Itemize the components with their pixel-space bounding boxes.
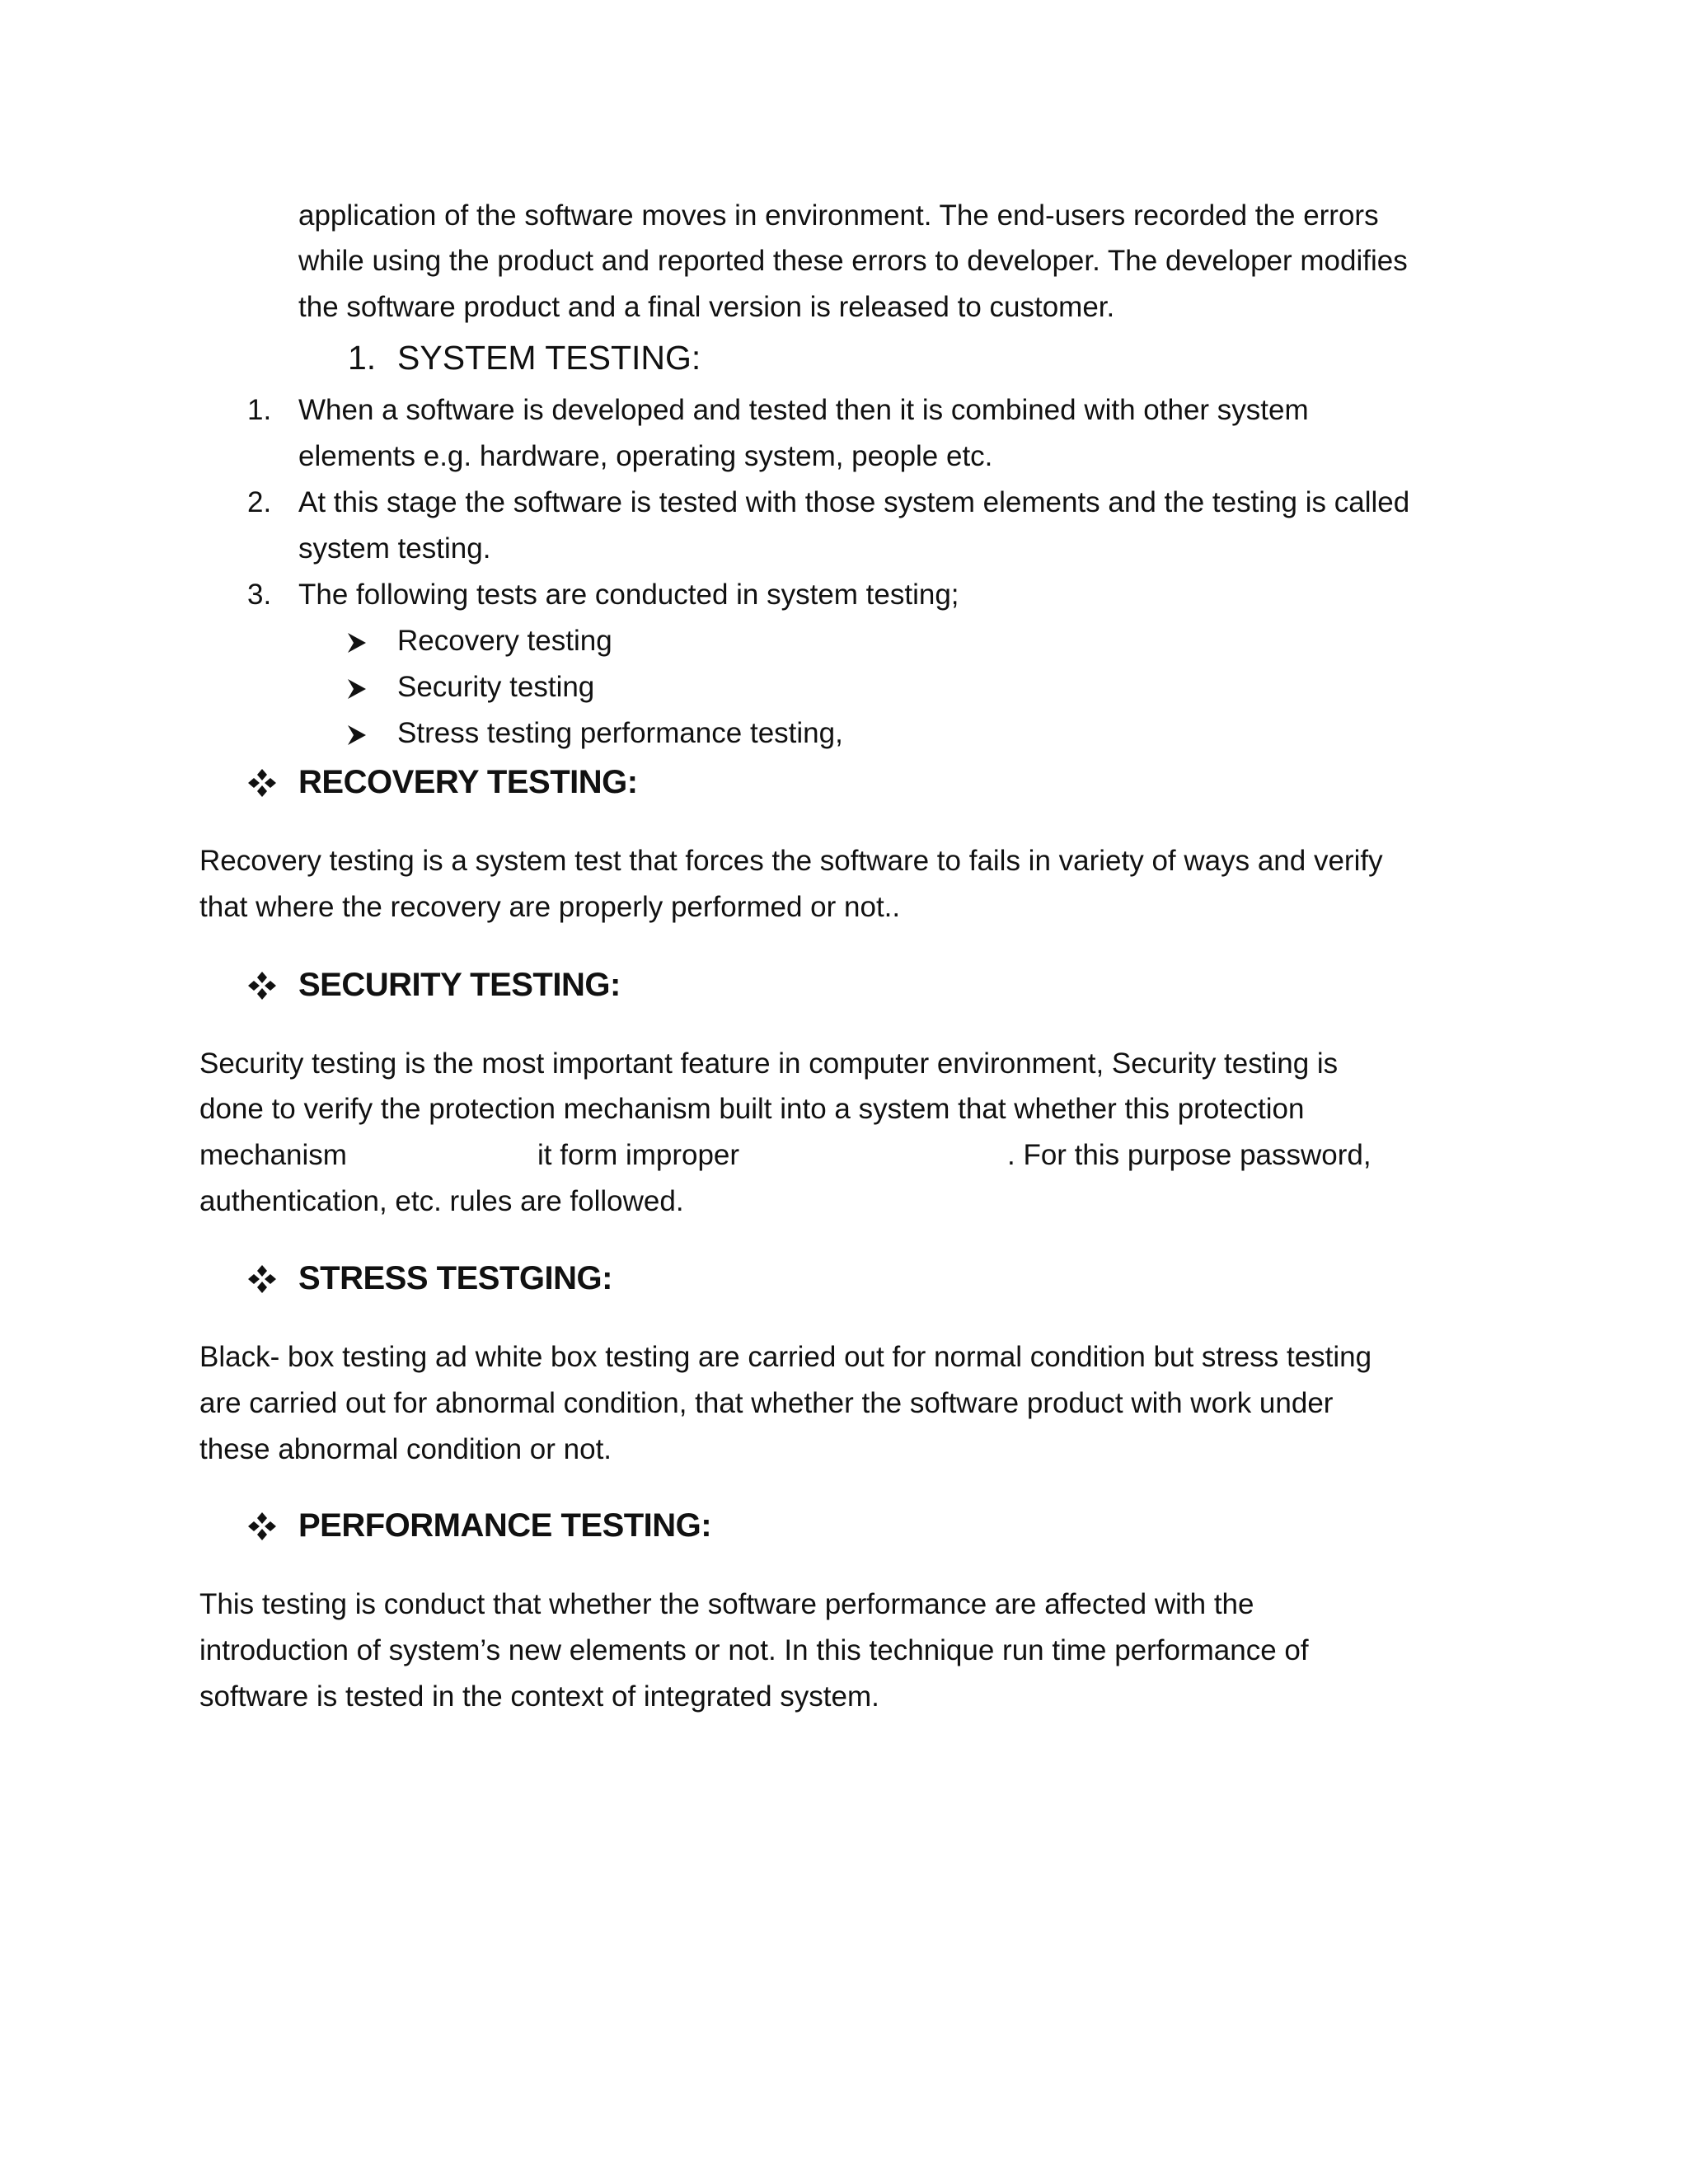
arrow-bullet-icon (346, 631, 368, 654)
stress-line-3: these abnormal condition or not. (199, 1433, 612, 1465)
arrow-bullet-icon (346, 724, 368, 747)
stress-line-1: Black- box testing ad white box testing are carried out for normal condition but stress testing (199, 1341, 1372, 1373)
bullet-security: Security testing (397, 671, 595, 703)
recovery-line-1: Recovery testing is a system test that forces the software to fails in variety of ways and verify (199, 845, 1383, 877)
recovery-heading: RECOVERY TESTING: (298, 764, 638, 800)
diamond-bullet-icon (247, 768, 277, 798)
security-line-2: done to verify the protection mechanism built into a system that whether this protection (199, 1093, 1305, 1125)
security-line-3-seg-3: . For this purpose password, (1007, 1139, 1372, 1171)
list-item-3-line-1: The following tests are conducted in system testing; (298, 579, 959, 611)
list-item-3-number: 3. (247, 579, 272, 611)
intro-line-1: application of the software moves in environment. The end-users recorded the errors (298, 199, 1379, 232)
stress-heading: STRESS TESTGING: (298, 1260, 612, 1296)
performance-line-2: introduction of system’s new elements or not. In this technique run time performance of (199, 1634, 1309, 1666)
list-item-1-line-1: When a software is developed and tested then it is combined with other system (298, 394, 1309, 426)
intro-line-2: while using the product and reported these errors to developer. The developer modifies (298, 245, 1408, 277)
diamond-bullet-icon (247, 971, 277, 1001)
arrow-bullet-icon (346, 677, 368, 701)
performance-line-3: software is tested in the context of integrated system. (199, 1680, 879, 1713)
security-line-3-seg-2: it form improper (537, 1139, 740, 1171)
stress-line-2: are carried out for abnormal condition, that whether the software product with work under (199, 1387, 1334, 1419)
security-line-3-seg-1: mechanism (199, 1139, 347, 1171)
system-testing-number: 1. (348, 339, 377, 377)
intro-line-3: the software product and a final version is released to customer. (298, 291, 1115, 323)
security-line-4: authentication, etc. rules are followed. (199, 1185, 684, 1217)
list-item-1-line-2: elements e.g. hardware, operating system, people etc. (298, 440, 993, 472)
list-item-2-line-2: system testing. (298, 532, 491, 565)
system-testing-title: SYSTEM TESTING: (397, 339, 701, 377)
list-item-2-line-1: At this stage the software is tested with those system elements and the testing is called (298, 486, 1410, 518)
diamond-bullet-icon (247, 1511, 277, 1541)
list-item-1-number: 1. (247, 394, 272, 426)
recovery-line-2: that where the recovery are properly performed or not.. (199, 891, 901, 923)
diamond-bullet-icon (247, 1264, 277, 1294)
security-line-1: Security testing is the most important feature in computer environment, Security testing is (199, 1047, 1339, 1080)
performance-heading: PERFORMANCE TESTING: (298, 1507, 712, 1544)
bullet-recovery: Recovery testing (397, 625, 612, 657)
bullet-stress: Stress testing performance testing, (397, 717, 843, 749)
security-heading: SECURITY TESTING: (298, 967, 621, 1003)
list-item-2-number: 2. (247, 486, 272, 518)
performance-line-1: This testing is conduct that whether the software performance are affected with the (199, 1588, 1254, 1620)
